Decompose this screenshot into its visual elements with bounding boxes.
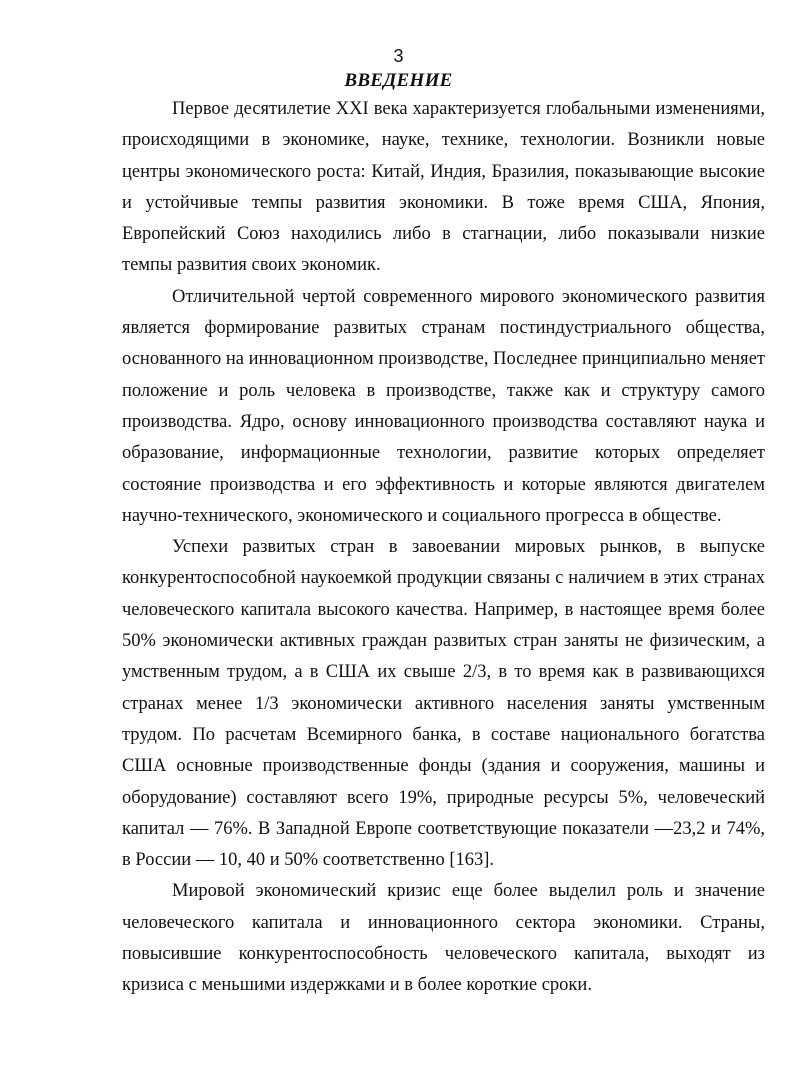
paragraph-crisis: Мировой экономический кризис еще более выделил роль и значение человеческого капитала и инновационного сектора экономики. Страны, повысившие конкурентоспособность человеческого капитала, выходят из кризиса с меньшими издержками и в более короткие сроки. — [122, 881, 765, 996]
page-number: 3 — [393, 46, 404, 66]
paragraph-human-capital: Успехи развитых стран в завоевании мировых рынков, в выпуске конкурентоспособной наукоемкой продукции связаны с наличием в этих странах человеческого капитала высокого качества. Например, в настоящее время более 50% экономически активных граждан развитых стран заняты не физическим, а умственным трудом, а в США их свыше 2/3, в то время как в развивающихся странах менее 1/3 экономически активного населения заняты умственным трудом. По расчетам Всемирного банка, в составе национального богатства США основные производственные фонды (здания и сооружения, машины и оборудование) составляют всего 19%, природные ресурсы 5%, человеческий капитал — 76%. В Западной Европе соответствующие показатели —23,2 и 74%, в России — 10, 40 и 50% соответственно [163]. — [122, 537, 765, 871]
paragraph-intro: Первое десятилетие XXI века характеризуется глобальными изменениями, происходящими в экономике, науке, технике, технологии. Возникли новые центры экономического роста: Китай, Индия, Бразилия, показывающие высокие и устойчивые темпы развития экономики. В тоже время США, Япония, Европейский Союз находились либо в стагнации, либо показывали низкие темпы развития своих экономик. — [122, 99, 765, 276]
body-text — [122, 94, 765, 1002]
section-heading: ВВЕДЕНИЕ — [344, 70, 453, 91]
paragraph-postindustrial: Отличительной чертой современного мирового экономического развития является формирование развитых странам постиндустриального общества, основанного на инновационном производстве, Последнее принципиально меняет положение и роль человека в производстве, также как и структуру самого производства. Ядро, основу инновационного производства составляют наука и образование, информационные технологии, развитие которых определяет состояние производства и его эффективность и которые являются двигателем научно-технического, экономического и социального прогресса в обществе. — [122, 286, 765, 526]
